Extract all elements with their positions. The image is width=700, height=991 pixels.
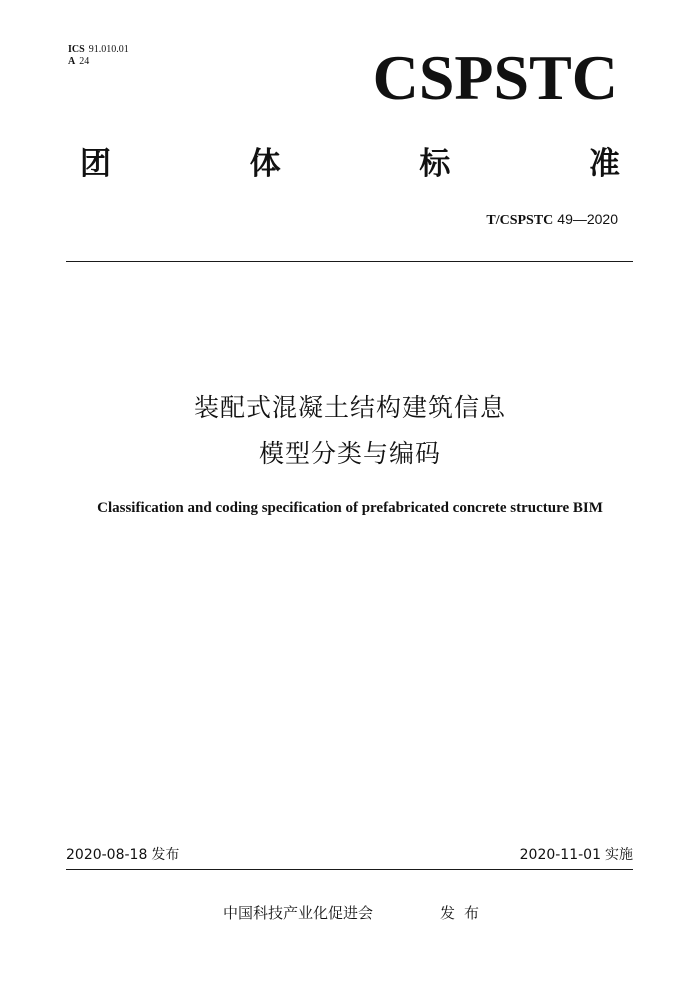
ccs-label: A: [68, 56, 76, 67]
ccs-code: [68, 56, 89, 68]
standard-type-char: 准: [588, 146, 620, 182]
issue-date: [66, 846, 179, 864]
standard-type-char: 体: [249, 146, 281, 182]
standard-type-char: 团: [80, 146, 111, 182]
title-zh-line2: 模型分类与编码: [258, 439, 441, 468]
standard-number: [486, 210, 618, 230]
footer-divider: [66, 869, 633, 870]
implement-date: [520, 846, 633, 864]
standard-type-char: 标: [419, 146, 451, 182]
title-zh-line1: 装配式混凝土结构建筑信息: [193, 393, 506, 422]
ics-code: [68, 44, 129, 56]
ics-value: 91.010.01: [88, 44, 129, 55]
implement-date-value: 2020-11-01: [519, 847, 601, 863]
title-en: Classification and coding specification of prefabricated concrete structure BIM: [97, 500, 603, 516]
publisher-name: 中国科技产业化促进会: [223, 904, 374, 922]
implement-date-label: 实施: [605, 847, 633, 863]
brand-logo-text: CSPSTC: [372, 42, 618, 113]
ics-label: ICS: [68, 44, 85, 55]
publisher-action: 发布: [440, 904, 489, 922]
issue-date-value: 2020-08-18: [66, 847, 148, 863]
standard-number-value: 49—2020: [557, 211, 618, 227]
header-divider: [66, 261, 633, 262]
issue-date-label: 发布: [151, 847, 180, 863]
standard-number-prefix: T/CSPSTC: [486, 213, 554, 228]
standard-type-heading: [80, 144, 620, 184]
ccs-value: 24: [79, 56, 90, 67]
